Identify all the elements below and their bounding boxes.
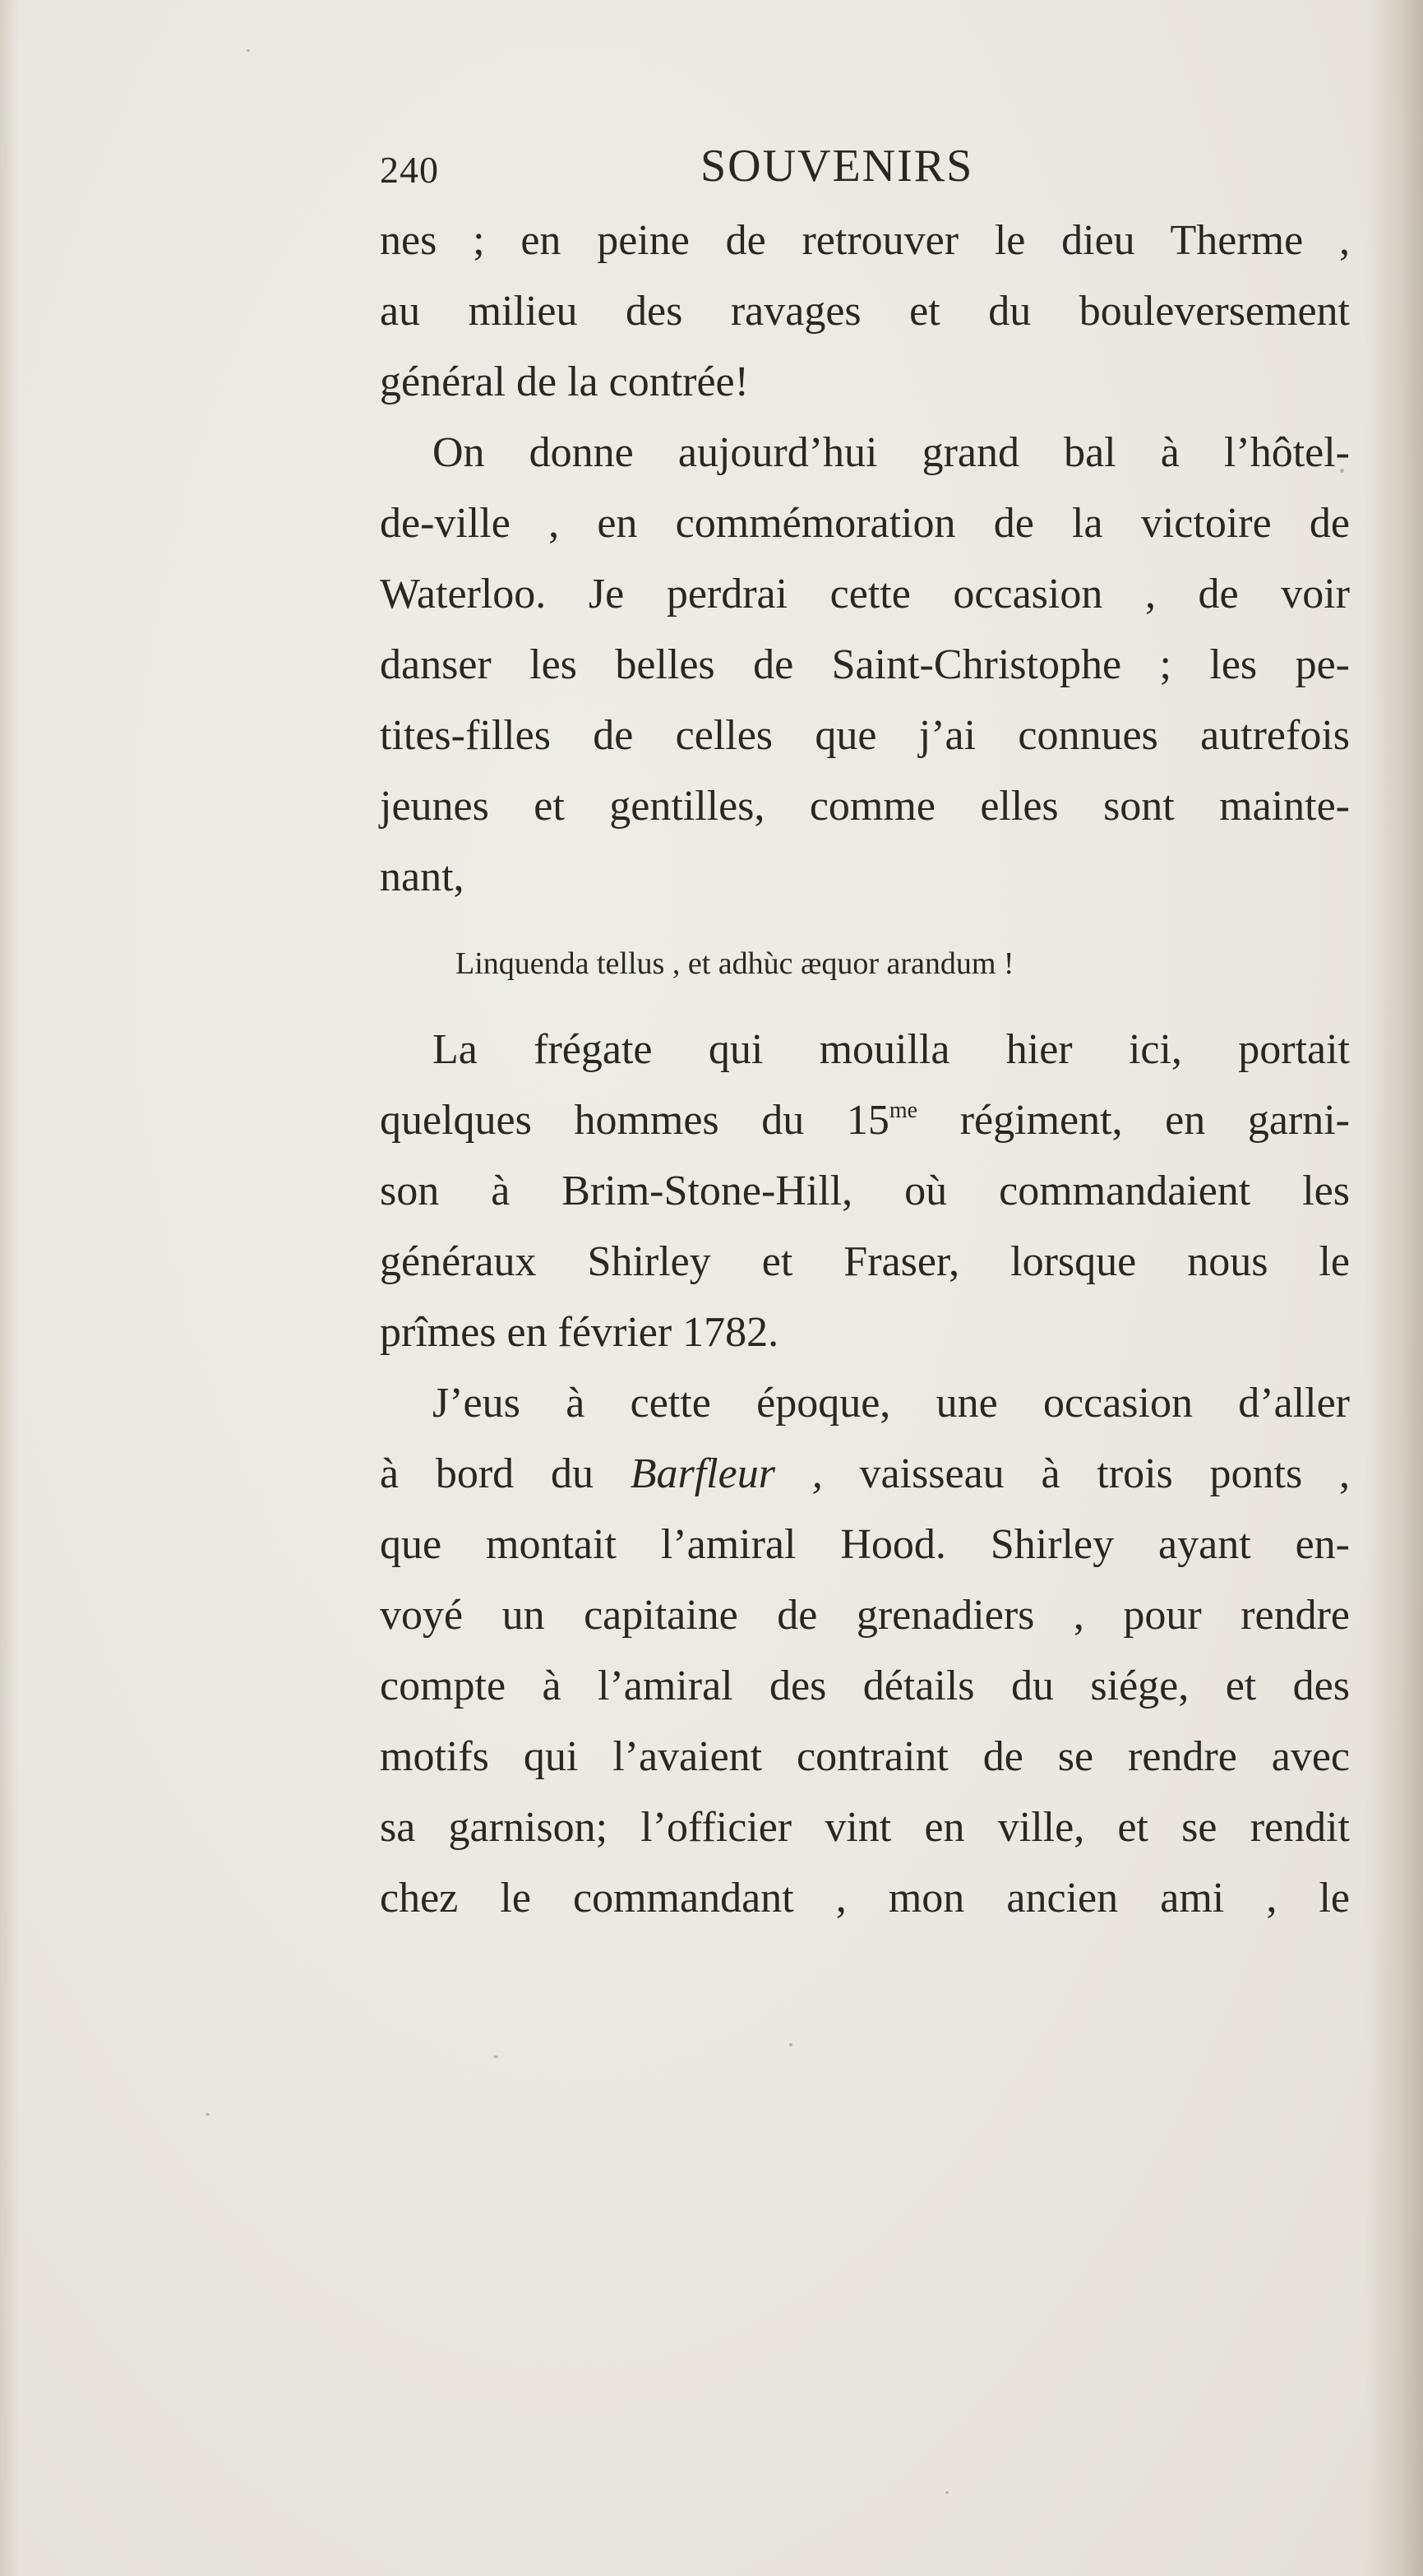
paragraph-4 [380,1368,1350,1934]
ship-name: Barfleur , [630,1450,823,1497]
text-line: compte à l’amiral des détails du siége, et des [380,1663,1350,1709]
paragraph-1 [380,206,1350,418]
paper-speck [206,2113,210,2116]
text-line: son à Brim-Stone-Hill, où commandaient les [380,1168,1350,1214]
text-line [380,1085,1350,1156]
text-run: quelques hommes du 15 [380,1097,889,1144]
text-line: nant, [380,853,464,900]
page-text [380,140,1350,1934]
text-line [380,1439,1350,1510]
text-run: vaisseau à trois ponts , [822,1450,1350,1497]
paper-speck [789,2043,792,2046]
text-line: J’eus à cette époque, une occasion d’aller [432,1380,1350,1427]
text-line: généraux Shirley et Fraser, lorsque nous le [380,1238,1350,1285]
page-edge-shadow [1365,0,1423,2576]
text-line: On donne aujourd’hui grand bal à l’hôtel- [432,429,1350,476]
text-line: de-ville , en commémoration de la victoire de [380,500,1350,547]
text-line: nes ; en peine de retrouver le dieu Therme , [380,217,1350,264]
text-line: général de la contrée! [380,358,749,405]
page-gutter-shadow [0,0,20,2576]
text-run: régiment, en garni- [917,1097,1350,1144]
text-line: Waterloo. Je perdrai cette occasion , de voir [380,571,1350,617]
text-line: tites-filles de celles que j’ai connues autrefois [380,712,1350,759]
paper-speck [945,2491,949,2494]
ordinal-superscript: me [889,1098,918,1123]
text-line: jeunes et gentilles, comme elles sont mainte- [380,783,1350,830]
page-header [380,140,1350,206]
page-number: 240 [380,149,439,191]
text-line: danser les belles de Saint-Christophe ; les pe- [380,641,1350,688]
text-run: à bord du [380,1450,631,1497]
paragraph-3 [380,1015,1350,1368]
text-line: prîmes en février 1782. [380,1309,779,1356]
text-line: motifs qui l’avaient contraint de se rendre avec [380,1733,1350,1780]
text-line: voyé un capitaine de grenadiers , pour rendre [380,1592,1350,1639]
latin-quotation: Linquenda tellus , et adhùc æquor arandum ! [455,946,1014,981]
text-line: sa garnison; l’officier vint en ville, et se rendit [380,1804,1350,1851]
running-head: SOUVENIRS [700,141,974,192]
paper-speck [493,2056,498,2058]
spacer [380,1005,1350,1015]
text-line: que montait l’amiral Hood. Shirley ayant en- [380,1521,1350,1568]
text-line: chez le commandant , mon ancien ami , le [380,1875,1350,1922]
paper-speck [247,49,250,52]
spacer [380,913,1350,923]
paragraph-2 [380,418,1350,913]
text-line: au milieu des ravages et du bouleversement [380,288,1350,335]
text-line: La frégate qui mouilla hier ici, portait [432,1026,1350,1073]
